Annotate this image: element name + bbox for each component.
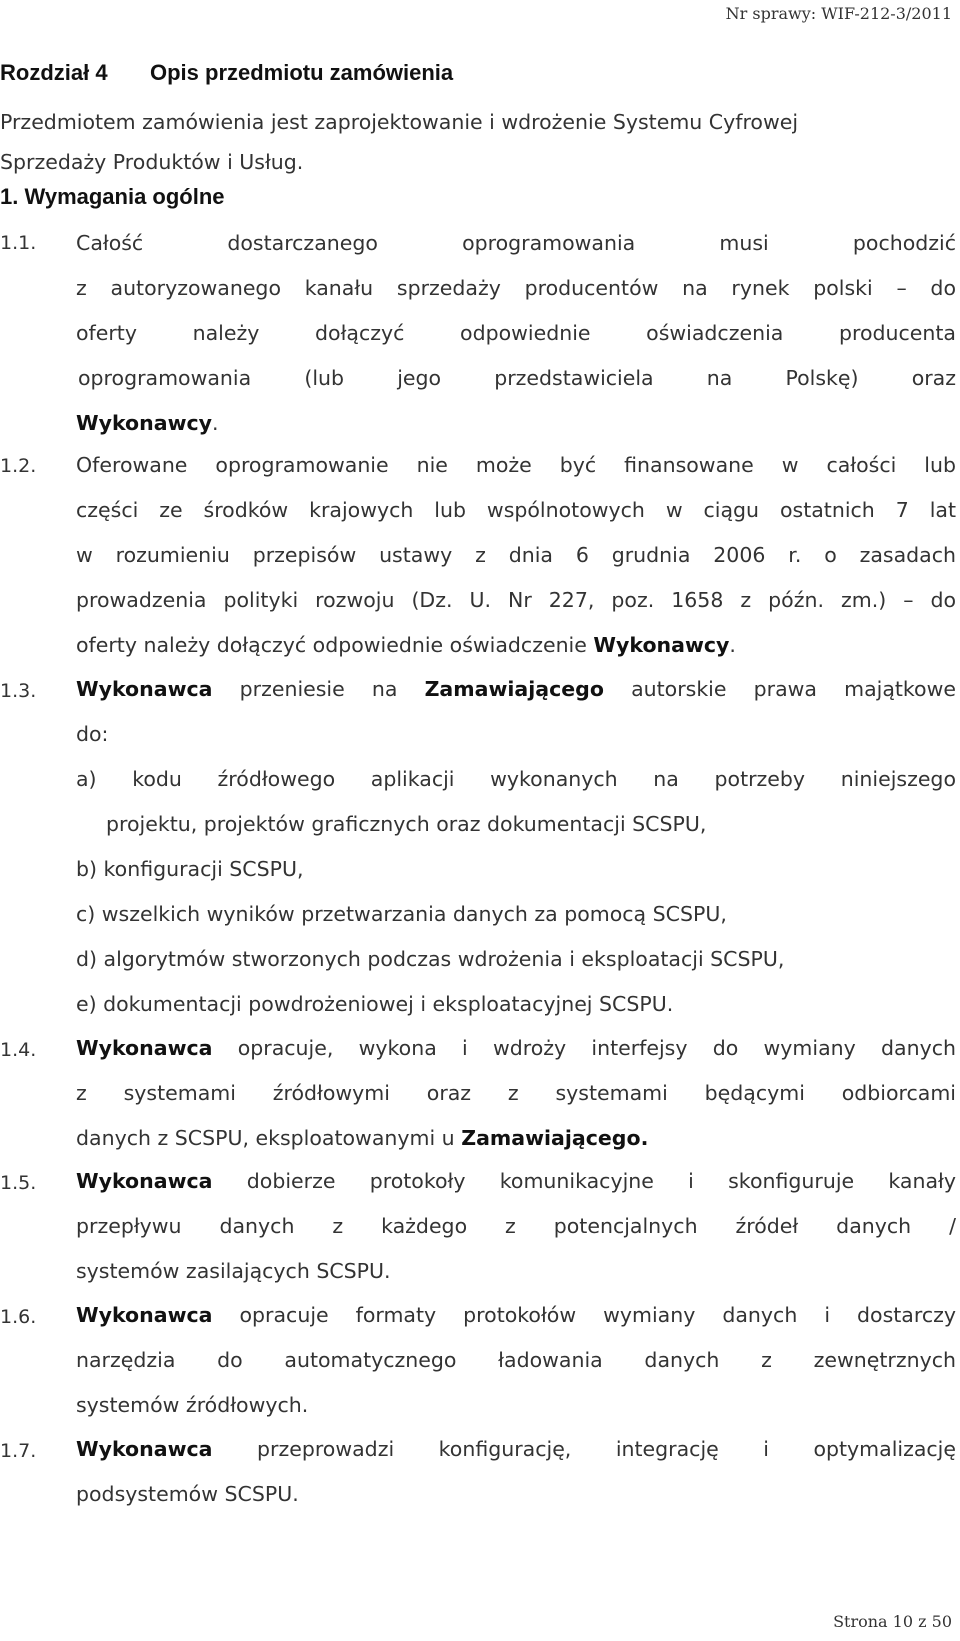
paragraph-line: w rozumieniu przepisów ustawy z dnia 6 grudnia 2006 r. o zasadach <box>76 543 956 567</box>
paragraph-line: części ze środków krajowych lub wspólnotowych w ciągu ostatnich 7 lat <box>76 498 956 522</box>
paragraph-line: oprogramowania (lub jego przedstawiciela na Polskę) oraz <box>78 366 956 390</box>
requirement-1-5 <box>76 1164 956 1299</box>
paragraph-line: Całość dostarczanego oprogramowania musi pochodzić <box>76 231 956 255</box>
paragraph-line: do: <box>76 722 109 746</box>
item-number: 1.1. <box>0 232 37 254</box>
paragraph-line: Oferowane oprogramowanie nie może być finansowane w całości lub <box>76 453 956 477</box>
paragraph-line: prowadzenia polityki rozwoju (Dz. U. Nr 227, poz. 1658 z późn. zm.) – do <box>76 588 956 612</box>
party-name: Zamawiającego. <box>461 1126 649 1150</box>
party-name: Wykonawca <box>76 677 213 701</box>
paragraph-line: systemów zasilających SCSPU. <box>76 1259 391 1283</box>
paragraph-line <box>76 1298 956 1343</box>
paragraph-line: narzędzia do automatycznego ładowania danych z zewnętrznych <box>76 1348 956 1372</box>
item-number: 1.2. <box>0 455 37 477</box>
line-text: przeniesie na <box>212 677 425 701</box>
party-name: Wykonawcy <box>593 633 730 657</box>
requirement-1-4 <box>76 1031 956 1166</box>
intro-paragraph <box>0 102 958 182</box>
line-text: przeprowadzi konfigurację, integrację i optymalizację <box>212 1437 956 1461</box>
paragraph-line <box>76 628 956 673</box>
party-name: Wykonawca <box>76 1169 213 1193</box>
requirement-1-7 <box>76 1432 956 1522</box>
party-name: Zamawiającego <box>424 677 604 701</box>
item-number: 1.5. <box>0 1172 37 1194</box>
line-text: opracuje, wykona i wdroży interfejsy do wymiany danych <box>212 1036 956 1060</box>
paragraph-line <box>76 672 956 717</box>
item-number: 1.6. <box>0 1306 37 1328</box>
paragraph-line <box>76 1031 956 1076</box>
line-text: danych z SCSPU, eksploatowanymi u <box>76 1126 462 1150</box>
chapter-title: Opis przedmiotu zamówienia <box>150 60 454 85</box>
rights-list <box>76 762 956 1032</box>
list-item: d) algorytmów stworzonych podczas wdrożenia i eksploatacji SCSPU, <box>76 947 785 971</box>
paragraph-line: podsystemów SCSPU. <box>76 1482 299 1506</box>
chapter-heading <box>0 60 960 86</box>
item-number: 1.7. <box>0 1440 37 1462</box>
party-name: Wykonawca <box>76 1437 213 1461</box>
party-name: Wykonawca <box>76 1036 213 1060</box>
line-text: autorskie prawa majątkowe <box>603 677 956 701</box>
list-item: a) kodu źródłowego aplikacji wykonanych na potrzeby niniejszego <box>76 767 956 791</box>
requirement-1-1 <box>76 226 956 451</box>
chapter-number: Rozdział 4 <box>0 60 108 85</box>
section-heading: 1. Wymagania ogólne <box>0 184 225 209</box>
item-number: 1.4. <box>0 1039 37 1061</box>
list-item: e) dokumentacji powdrożeniowej i eksploatacyjnej SCSPU. <box>76 992 674 1016</box>
punctuation: . <box>729 633 736 657</box>
page-number: Strona 10 z 50 <box>833 1612 952 1631</box>
requirement-1-6 <box>76 1298 956 1433</box>
paragraph-line: oferty należy dołączyć odpowiednie oświadczenia producenta <box>76 321 956 345</box>
intro-line: Przedmiotem zamówienia jest zaprojektowanie i wdrożenie Systemu Cyfrowej <box>0 110 799 134</box>
list-item: b) konfiguracji SCSPU, <box>76 857 304 881</box>
party-name: Wykonawcy <box>76 411 213 435</box>
party-name: Wykonawca <box>76 1303 213 1327</box>
case-number: Nr sprawy: WIF-212-3/2011 <box>725 4 952 23</box>
requirement-1-3 <box>76 672 956 762</box>
intro-line: Sprzedaży Produktów i Usług. <box>0 150 304 174</box>
paragraph-line: przepływu danych z każdego z potencjalnych źródeł danych / <box>76 1214 956 1238</box>
paragraph-line <box>76 1432 956 1477</box>
line-text: opracuje formaty protokołów wymiany danych i dostarczy <box>212 1303 956 1327</box>
paragraph-line <box>76 1164 956 1209</box>
list-item: c) wszelkich wyników przetwarzania danych za pomocą SCSPU, <box>76 902 727 926</box>
punctuation: . <box>212 411 219 435</box>
paragraph-line: systemów źródłowych. <box>76 1393 309 1417</box>
line-text: dobierze protokoły komunikacyjne i skonfiguruje kanały <box>212 1169 956 1193</box>
paragraph-line <box>76 1121 956 1166</box>
list-item-continuation: projektu, projektów graficznych oraz dokumentacji SCSPU, <box>106 812 707 836</box>
line-text: oferty należy dołączyć odpowiednie oświadczenie <box>76 633 594 657</box>
paragraph-line: z autoryzowanego kanału sprzedaży producentów na rynek polski – do <box>76 276 956 300</box>
requirement-1-2 <box>76 448 956 673</box>
item-number: 1.3. <box>0 680 37 702</box>
paragraph-line: z systemami źródłowymi oraz z systemami będącymi odbiorcami <box>76 1081 956 1105</box>
paragraph-line <box>76 406 956 451</box>
